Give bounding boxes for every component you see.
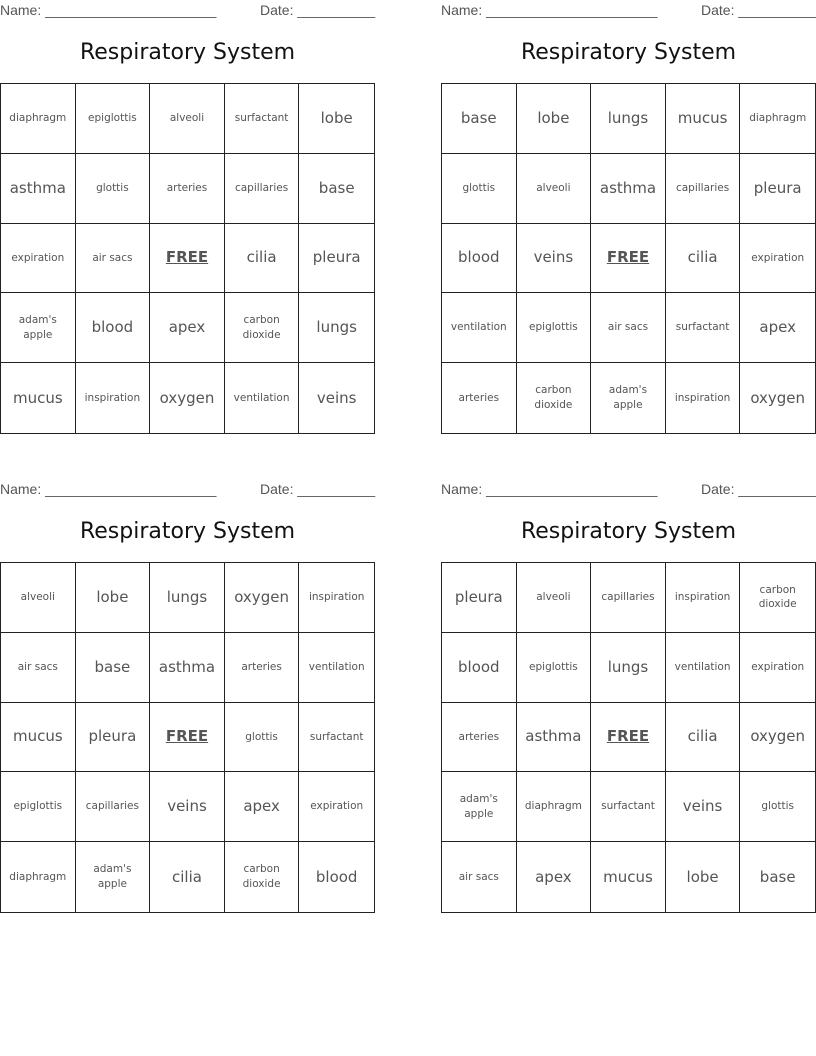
bingo-cell: adam's apple bbox=[1, 293, 76, 363]
bingo-cell: blood bbox=[315, 867, 358, 886]
bingo-cell: apex bbox=[517, 842, 592, 912]
bingo-cell: capillaries bbox=[76, 772, 151, 842]
bingo-grid bbox=[0, 83, 375, 434]
card-title: Respiratory System bbox=[79, 519, 296, 544]
card-title: Respiratory System bbox=[79, 40, 296, 65]
bingo-cell: lungs bbox=[591, 633, 666, 703]
bingo-card-4 bbox=[441, 479, 816, 886]
bingo-cell: diaphragm bbox=[740, 84, 815, 154]
bingo-cell: cilia bbox=[666, 703, 741, 773]
bingo-cell: oxygen bbox=[225, 563, 300, 633]
bingo-cell: mucus bbox=[1, 363, 76, 433]
bingo-cell: oxygen bbox=[740, 703, 815, 773]
bingo-cell: lungs bbox=[299, 293, 374, 363]
bingo-cell: surfactant bbox=[299, 703, 374, 773]
bingo-cell: mucus bbox=[591, 842, 666, 912]
bingo-cell: air sacs bbox=[591, 293, 666, 363]
bingo-cell: lungs bbox=[150, 563, 225, 633]
card-title: Respiratory System bbox=[520, 40, 737, 65]
bingo-cell: capillaries bbox=[591, 563, 666, 633]
card-header bbox=[441, 0, 816, 22]
bingo-cell: ventilation bbox=[225, 363, 300, 433]
card-title: Respiratory System bbox=[520, 519, 737, 544]
bingo-cell: epiglottis bbox=[76, 84, 151, 154]
bingo-cell: apex bbox=[740, 293, 815, 363]
card-header bbox=[441, 479, 816, 501]
bingo-cell: mucus bbox=[666, 84, 741, 154]
bingo-cell: lobe bbox=[299, 84, 374, 154]
bingo-cell: diaphragm bbox=[1, 84, 76, 154]
name-field-label: Name: ______________________ bbox=[441, 481, 658, 497]
card-header bbox=[0, 479, 375, 501]
bingo-cell: inspiration bbox=[666, 363, 741, 433]
bingo-cell: expiration bbox=[740, 633, 815, 703]
name-field-label: Name: ______________________ bbox=[441, 2, 658, 18]
bingo-cell: inspiration bbox=[76, 363, 151, 433]
bingo-cell: blood bbox=[442, 633, 517, 703]
bingo-cell: veins bbox=[517, 224, 592, 294]
bingo-cell: base bbox=[442, 84, 517, 154]
bingo-cell: arteries bbox=[442, 703, 517, 773]
bingo-card-1 bbox=[0, 0, 376, 407]
bingo-cell: diaphragm bbox=[517, 772, 592, 842]
bingo-cell: oxygen bbox=[750, 388, 806, 407]
free-space: FREE bbox=[150, 703, 225, 773]
bingo-cell: alveoli bbox=[150, 84, 225, 154]
bingo-cell: lungs bbox=[591, 84, 666, 154]
bingo-cell: carbon dioxide bbox=[740, 563, 815, 633]
bingo-cell: pleura bbox=[299, 224, 374, 294]
bingo-cell: capillaries bbox=[225, 154, 300, 224]
bingo-cell: expiration bbox=[1, 224, 76, 294]
bingo-cell: ventilation bbox=[299, 633, 374, 703]
bingo-grid bbox=[441, 562, 816, 913]
card-header bbox=[0, 0, 375, 22]
bingo-cell: pleura bbox=[442, 563, 517, 633]
bingo-cell: diaphragm bbox=[1, 842, 76, 912]
bingo-cell: veins bbox=[150, 772, 225, 842]
bingo-cell: glottis bbox=[76, 154, 151, 224]
date-field-label: Date: __________ bbox=[701, 481, 816, 497]
bingo-cell: glottis bbox=[740, 772, 815, 842]
bingo-cell: air sacs bbox=[442, 842, 517, 912]
bingo-cell: veins bbox=[316, 388, 357, 407]
bingo-card-3 bbox=[0, 479, 376, 891]
bingo-cell: inspiration bbox=[666, 563, 741, 633]
bingo-cell: mucus bbox=[1, 703, 76, 773]
bingo-grid bbox=[0, 562, 375, 913]
bingo-cell: asthma bbox=[1, 154, 76, 224]
bingo-cell: adam's apple bbox=[76, 842, 151, 912]
bingo-cell: glottis bbox=[225, 703, 300, 773]
free-space: FREE bbox=[591, 703, 666, 773]
bingo-cell: surfactant bbox=[225, 84, 300, 154]
name-field-label: Name: ______________________ bbox=[0, 481, 217, 497]
bingo-cell: epiglottis bbox=[517, 633, 592, 703]
bingo-cell: apex bbox=[150, 293, 225, 363]
bingo-cell: lobe bbox=[666, 842, 741, 912]
date-field-label: Date: __________ bbox=[260, 481, 376, 497]
bingo-cell: apex bbox=[225, 772, 300, 842]
free-space: FREE bbox=[591, 224, 666, 294]
bingo-cell: asthma bbox=[150, 633, 225, 703]
bingo-cell: air sacs bbox=[76, 224, 151, 294]
bingo-cell: carbon dioxide bbox=[225, 293, 300, 363]
bingo-card-2 bbox=[441, 0, 816, 412]
bingo-cell: arteries bbox=[442, 363, 517, 433]
bingo-cell: glottis bbox=[442, 154, 517, 224]
bingo-cell: cilia bbox=[225, 224, 300, 294]
bingo-cell: inspiration bbox=[299, 563, 374, 633]
bingo-cell: expiration bbox=[299, 772, 374, 842]
bingo-cell: blood bbox=[76, 293, 151, 363]
bingo-cell: surfactant bbox=[591, 772, 666, 842]
bingo-cell: expiration bbox=[740, 224, 815, 294]
bingo-grid bbox=[441, 83, 816, 434]
bingo-cell: blood bbox=[442, 224, 517, 294]
date-field-label: Date: __________ bbox=[701, 2, 816, 18]
bingo-cell: arteries bbox=[150, 154, 225, 224]
free-space: FREE bbox=[150, 224, 225, 294]
bingo-cell: carbon dioxide bbox=[517, 363, 592, 433]
bingo-cell: surfactant bbox=[666, 293, 741, 363]
bingo-cell: pleura bbox=[76, 703, 151, 773]
bingo-cell: air sacs bbox=[1, 633, 76, 703]
bingo-cell: adam's apple bbox=[591, 363, 666, 433]
bingo-cell: carbon dioxide bbox=[225, 842, 300, 912]
bingo-cell: arteries bbox=[225, 633, 300, 703]
bingo-cell: lobe bbox=[76, 563, 151, 633]
bingo-cell: asthma bbox=[517, 703, 592, 773]
name-field-label: Name: ______________________ bbox=[0, 2, 217, 18]
bingo-cell: asthma bbox=[591, 154, 666, 224]
bingo-cell: cilia bbox=[150, 842, 225, 912]
bingo-cell: veins bbox=[666, 772, 741, 842]
bingo-cell: base bbox=[76, 633, 151, 703]
bingo-cell: lobe bbox=[517, 84, 592, 154]
bingo-cell: capillaries bbox=[666, 154, 741, 224]
date-field-label: Date: __________ bbox=[260, 2, 376, 18]
bingo-cell: epiglottis bbox=[517, 293, 592, 363]
bingo-cell: oxygen bbox=[150, 363, 225, 433]
bingo-cell: ventilation bbox=[666, 633, 741, 703]
bingo-cell: base bbox=[759, 867, 796, 886]
bingo-cell: base bbox=[299, 154, 374, 224]
bingo-cell: ventilation bbox=[442, 293, 517, 363]
bingo-cell: epiglottis bbox=[1, 772, 76, 842]
bingo-cell: alveoli bbox=[517, 154, 592, 224]
bingo-cell: cilia bbox=[666, 224, 741, 294]
bingo-cell: alveoli bbox=[1, 563, 76, 633]
bingo-cell: adam's apple bbox=[442, 772, 517, 842]
bingo-cell: alveoli bbox=[517, 563, 592, 633]
bingo-cell: pleura bbox=[740, 154, 815, 224]
